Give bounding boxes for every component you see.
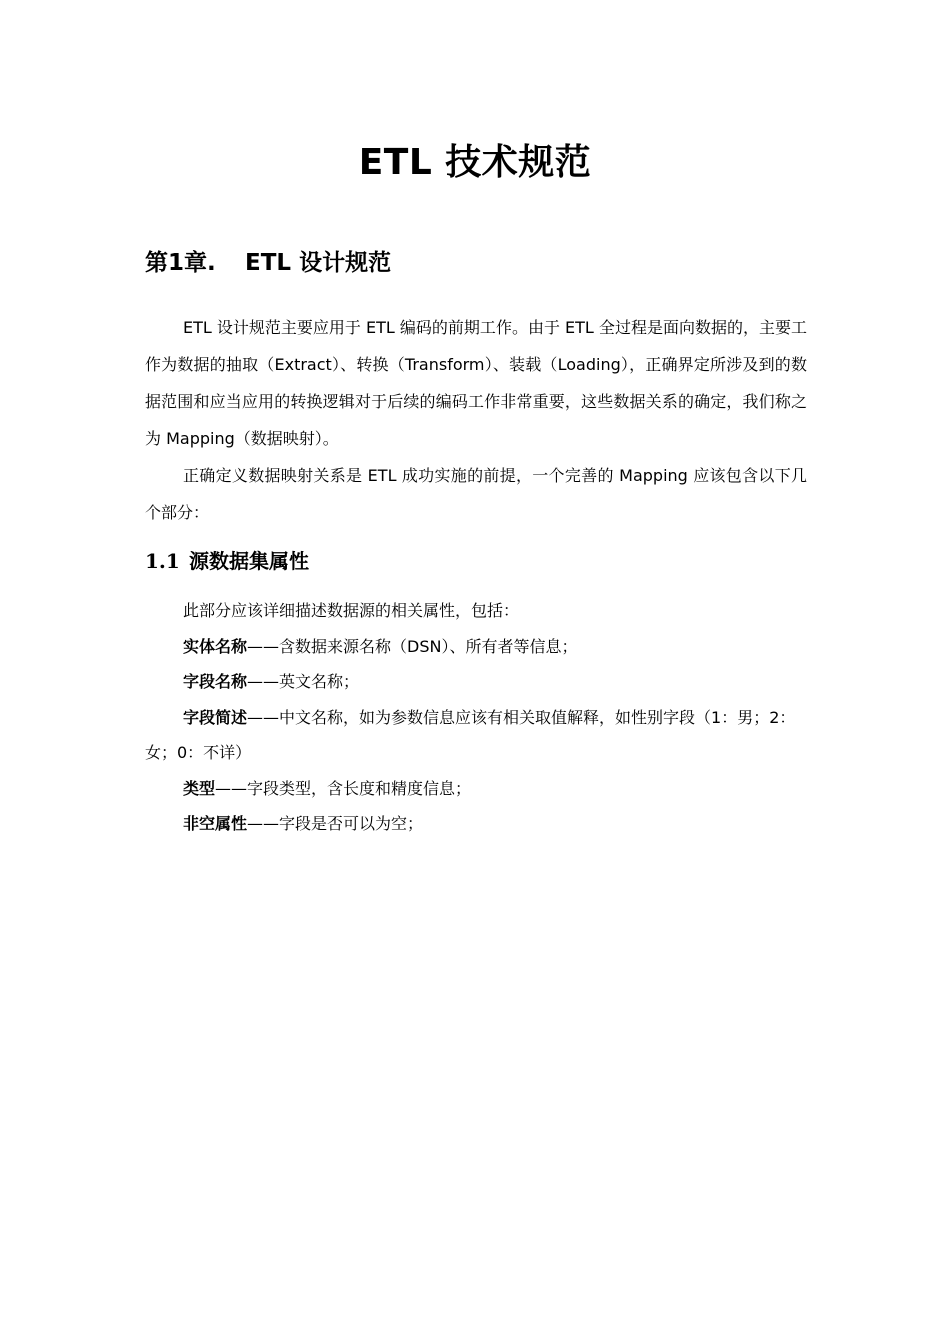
- attribute-description: ——含数据来源名称（DSN）、所有者等信息；: [247, 636, 578, 656]
- attribute-item-entity-name: [145, 629, 807, 665]
- section-heading: [145, 545, 309, 577]
- chapter-heading: [145, 246, 391, 280]
- attribute-item-field-description: [145, 700, 807, 771]
- body-paragraph-1: ETL 设计规范主要应用于 ETL 编码的前期工作。由于 ETL 全过程是面向数据的，主要工作为数据的抽取（Extract）、转换（Transform）、装载（Loading），正确界定所涉及到的数据范围和应当应用的转换逻辑对于后续的编码工作非常重要，这些数据关系的确定，我们称之为 Mapping（数据映射）。: [145, 318, 807, 448]
- document-title: ETL 技术规范: [358, 142, 592, 183]
- attribute-term: 非空属性: [183, 814, 248, 833]
- section-title: 源数据集属性: [189, 549, 309, 573]
- attribute-term: 类型: [183, 778, 216, 798]
- attribute-term: 字段名称: [183, 672, 248, 691]
- attribute-item-field-name: [145, 664, 807, 700]
- chapter-title: ETL 设计规范: [245, 250, 392, 276]
- body-paragraph-2: 正确定义数据映射关系是 ETL 成功实施的前提，一个完善的 Mapping 应该包含以下几个部分：: [145, 466, 807, 522]
- attribute-term: 实体名称: [183, 636, 248, 656]
- attribute-description: ——英文名称；: [247, 672, 360, 691]
- attribute-item-type: [145, 771, 807, 807]
- attribute-description: ——字段是否可以为空；: [247, 814, 424, 833]
- attribute-list: [145, 593, 807, 842]
- section-number: 1.1: [145, 549, 180, 573]
- attribute-description: ——字段类型，含长度和精度信息；: [215, 778, 472, 798]
- attribute-term: 字段简述: [183, 707, 248, 727]
- chapter-number: 第1章.: [145, 250, 216, 276]
- attribute-description: ——中文名称，如为参数信息应该有相关取值解释，如性别字段（1：男；2：女；0：不详）: [145, 707, 796, 762]
- section-intro: 此部分应该详细描述数据源的相关属性，包括：: [183, 601, 520, 620]
- attribute-item-nullable: [145, 806, 807, 842]
